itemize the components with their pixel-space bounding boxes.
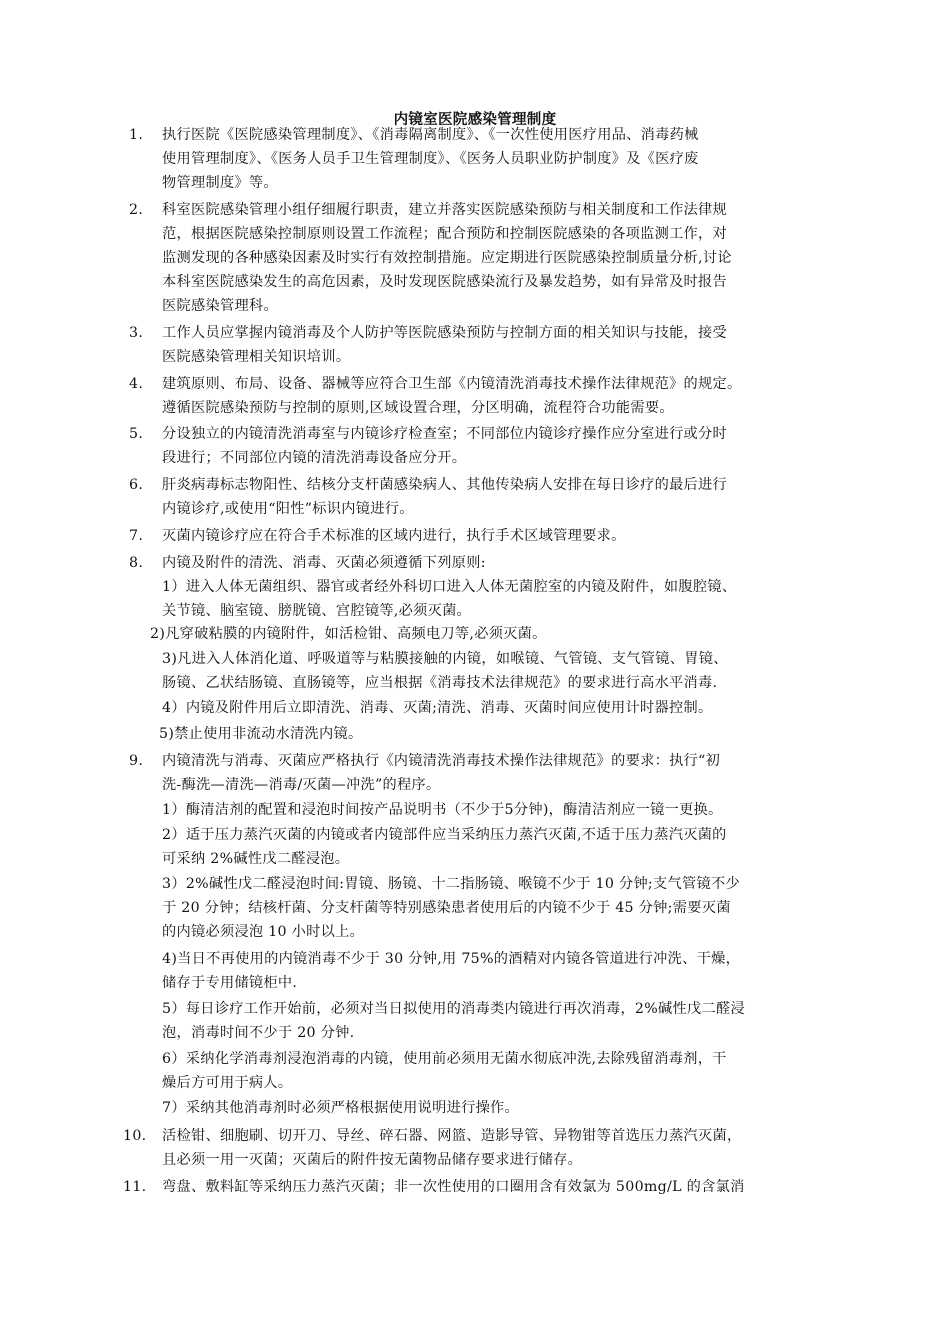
sub-item-line: 2)凡穿破粘膜的内镜附件，如活检钳、高频电刀等,必须灭菌。 — [150, 626, 547, 642]
sub-item-line: 1）酶清洁剂的配置和浸泡时间按产品说明书（不少于5分钟)，酶清洁剂应一镜一更换。 — [162, 802, 723, 818]
list-item-line: 本科室医院感染发生的高危因素，及时发现医院感染流行及暴发趋势，如有异常及时报告 — [162, 274, 728, 290]
item-number: 10. — [123, 1128, 147, 1144]
sub-item-line: 燥后方可用于病人。 — [162, 1075, 293, 1091]
list-item-line: 内镜及附件的清洗、消毒、灭菌必须遵循下列原则: — [162, 555, 486, 571]
sub-item-line: 2）适于压力蒸汽灭菌的内镜或者内镜部件应当采纳压力蒸汽灭菌,不适于压力蒸汽灭菌的 — [162, 827, 727, 843]
item-number: 6. — [129, 477, 144, 493]
list-item-line: 物管理制度》等。 — [162, 175, 278, 191]
list-item-line: 段进行；不同部位内镜的清洗消毒设备应分开。 — [162, 450, 467, 466]
item-number: 1. — [129, 127, 144, 143]
list-item-line: 灭菌内镜诊疗应在符合手术标准的区域内进行，执行手术区域管理要求。 — [162, 528, 626, 544]
sub-item-line: 6）采纳化学消毒剂浸泡消毒的内镜，使用前必须用无菌水彻底冲洗,去除残留消毒剂，干 — [162, 1051, 727, 1067]
sub-item-line: 3)凡进入人体消化道、呼吸道等与粘膜接触的内镜，如喉镜、气管镜、支气管镜、胃镜、 — [162, 651, 728, 667]
list-item-line: 内镜清洗与消毒、灭菌应严格执行《内镜清洗消毒技术操作法律规范》的要求：执行“初 — [162, 753, 721, 769]
item-number: 2. — [129, 202, 144, 218]
list-item-line: 范，根据医院感染控制原则设置工作流程；配合预防和控制医院感染的各项监测工作，对 — [162, 226, 728, 242]
sub-item-line: 4)当日不再使用的内镜消毒不少于 30 分钟,用 75%的酒精对内镜各管道进行冲洗、干燥， — [162, 951, 741, 967]
list-item-line: 且必须一用一灭菌；灭菌后的附件按无菌物品储存要求进行储存。 — [162, 1152, 583, 1168]
sub-item-line: 4）内镜及附件用后立即清洗、消毒、灭菌;清洗、消毒、灭菌时间应使用计时器控制。 — [162, 700, 713, 716]
sub-item-line: 5)禁止使用非流动水清洗内镜。 — [159, 726, 363, 742]
item-number: 5. — [129, 426, 144, 442]
item-number: 3. — [129, 325, 144, 341]
list-item-line: 洗-酶洗—清洗—消毒/灭菌—冲洗”的程序。 — [162, 777, 441, 793]
item-number: 11. — [123, 1179, 147, 1195]
sub-item-line: 可采纳 2%碱性戊二醛浸泡。 — [162, 851, 350, 867]
item-number: 4. — [129, 376, 144, 392]
sub-item-line: 1）进入人体无菌组织、器官或者经外科切口进入人体无菌腔室的内镜及附件，如腹腔镜、 — [162, 579, 737, 595]
list-item-line: 活检钳、细胞刷、切开刀、导丝、碎石器、网篮、造影导管、异物钳等首选压力蒸汽灭菌， — [162, 1128, 742, 1144]
item-number: 9. — [129, 753, 144, 769]
list-item-line: 监测发现的各种感染因素及时实行有效控制措施。应定期进行医院感染控制质量分析,讨论 — [162, 250, 732, 266]
list-item-line: 科室医院感染管理小组仔细履行职责，建立并落实医院感染预防与相关制度和工作法律规 — [162, 202, 728, 218]
list-item-line: 遵循医院感染预防与控制的原则,区域设置合理，分区明确，流程符合功能需要。 — [162, 400, 674, 416]
list-item-line: 工作人员应掌握内镜消毒及个人防护等医院感染预防与控制方面的相关知识与技能，接受 — [162, 325, 728, 341]
list-item-line: 使用管理制度》、《医务人员手卫生管理制度》、《医务人员职业防护制度》及《医疗废 — [162, 151, 699, 167]
sub-item-line: 肠镜、乙状结肠镜、直肠镜等，应当根据《消毒技术法律规范》的要求进行高水平消毒. — [162, 675, 718, 691]
sub-item-line: 于 20 分钟；结核杆菌、分支杆菌等特别感染患者使用后的内镜不少于 45 分钟;需要灭菌 — [162, 900, 731, 916]
list-item-line: 医院感染管理相关知识培训。 — [162, 349, 351, 365]
list-item-line: 建筑原则、布局、设备、器械等应符合卫生部《内镜清洗消毒技术操作法律规范》的规定。 — [162, 376, 742, 392]
document-title: 内镜室医院感染管理制度 — [393, 112, 557, 128]
list-item-line: 内镜诊疗,或使用“阳性”标识内镜进行。 — [162, 501, 414, 517]
sub-item-line: 泡，消毒时间不少于 20 分钟. — [162, 1025, 355, 1041]
sub-item-line: 关节镜、脑室镜、膀胱镜、宫腔镜等,必须灭菌。 — [162, 603, 472, 619]
item-number: 8. — [129, 555, 144, 571]
list-item-line: 肝炎病毒标志物阳性、结核分支杆菌感染病人、其他传染病人安排在每日诊疗的最后进行 — [162, 477, 728, 493]
sub-item-line: 3）2%碱性戊二醛浸泡时间:胃镜、肠镜、十二指肠镜、喉镜不少于 10 分钟;支气管镜不少 — [162, 876, 740, 892]
item-number: 7. — [129, 528, 144, 544]
list-item-line: 执行医院《医院感染管理制度》、《消毒隔离制度》、《一次性使用医疗用品、消毒药械 — [162, 127, 699, 143]
sub-item-line: 的内镜必须浸泡 10 小时以上。 — [162, 924, 365, 940]
sub-item-line: 储存于专用储镜柜中. — [162, 975, 298, 991]
list-item-line: 分设独立的内镜清洗消毒室与内镜诊疗检查室；不同部位内镜诊疗操作应分室进行或分时 — [162, 426, 728, 442]
list-item-line: 弯盘、敷料缸等采纳压力蒸汽灭菌；非一次性使用的口圈用含有效氯为 500mg/L 的含氯消 — [162, 1179, 745, 1195]
list-item-line: 医院感染管理科。 — [162, 298, 278, 314]
sub-item-line: 5）每日诊疗工作开始前，必须对当日拟使用的消毒类内镜进行再次消毒，2%碱性戊二醛浸 — [162, 1001, 745, 1017]
sub-item-line: 7）采纳其他消毒剂时必须严格根据使用说明进行操作。 — [162, 1100, 520, 1116]
